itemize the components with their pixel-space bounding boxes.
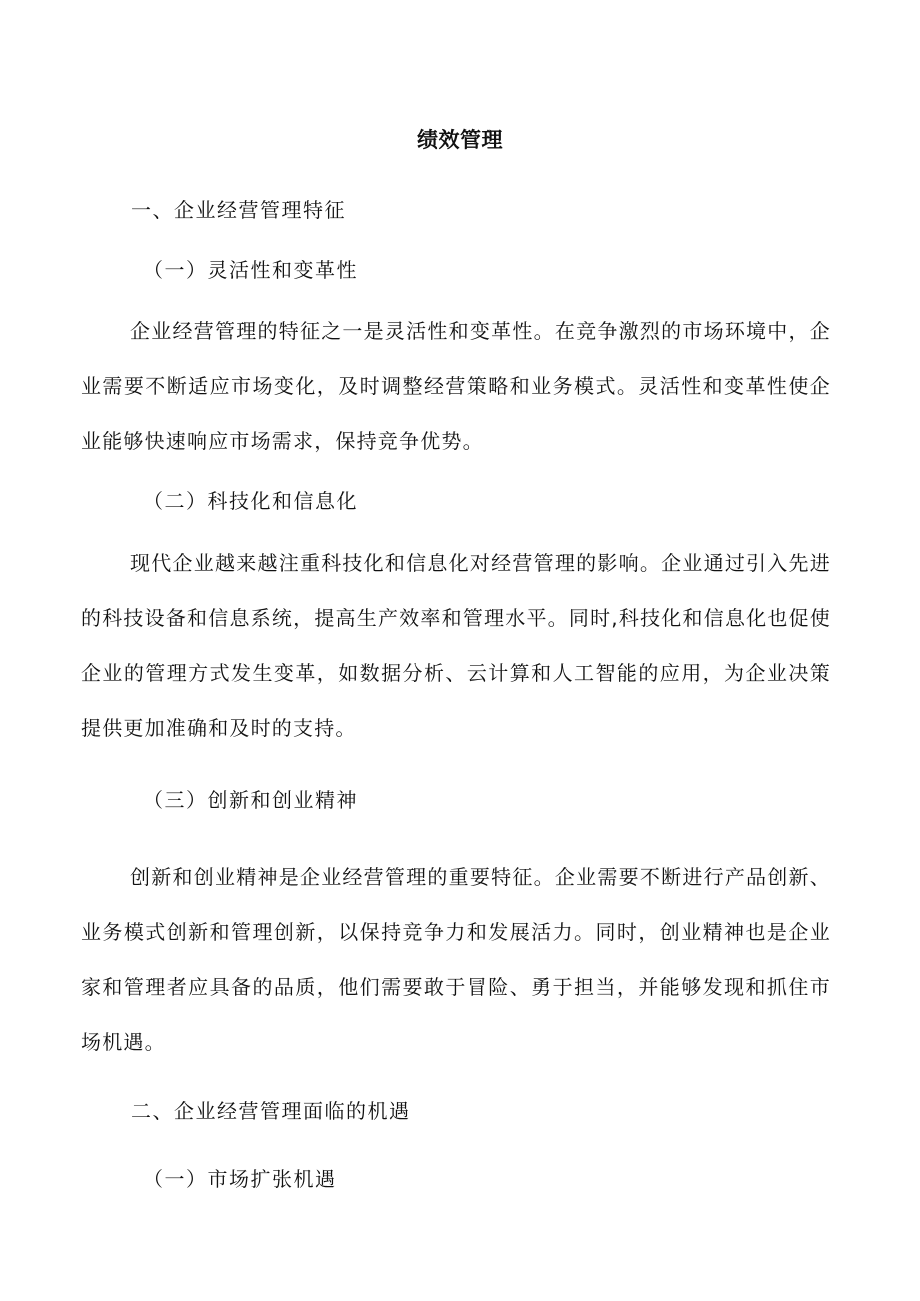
subsection-heading-1-1: （一）灵活性和变革性 <box>143 258 358 282</box>
section-heading-1: 一、企业经营管理特征 <box>131 198 346 222</box>
subsection-heading-2-1: （一）市场扩张机遇 <box>143 1167 337 1191</box>
paragraph-1-3: 创新和创业精神是企业经营管理的重要特征。企业需要不断进行产品创新、业务模式创新和管理创新，以保持竞争力和发展活力。同时，创业精神也是企业家和管理者应具备的品质，他们需要敢于冒险、勇于担当，并能够发现和抓住市场机遇。 <box>81 865 831 1054</box>
document-title: 绩效管理 <box>417 128 503 152</box>
section-heading-2: 二、企业经营管理面临的机遇 <box>131 1099 411 1123</box>
subsection-heading-1-3: （三）创新和创业精神 <box>143 788 358 812</box>
paragraph-1-2: 现代企业越来越注重科技化和信息化对经营管理的影响。企业通过引入先进的科技设备和信息系统，提高生产效率和管理水平。同时,科技化和信息化也促使企业的管理方式发生变革，如数据分析、云计算和人工智能的应用，为企业决策提供更加准确和及时的支持。 <box>81 551 831 740</box>
subsection-heading-1-2: （二）科技化和信息化 <box>143 489 358 513</box>
paragraph-1-1: 企业经营管理的特征之一是灵活性和变革性。在竞争激烈的市场环境中，企业需要不断适应市场变化，及时调整经营策略和业务模式。灵活性和变革性使企业能够快速响应市场需求，保持竞争优势。 <box>81 319 831 453</box>
